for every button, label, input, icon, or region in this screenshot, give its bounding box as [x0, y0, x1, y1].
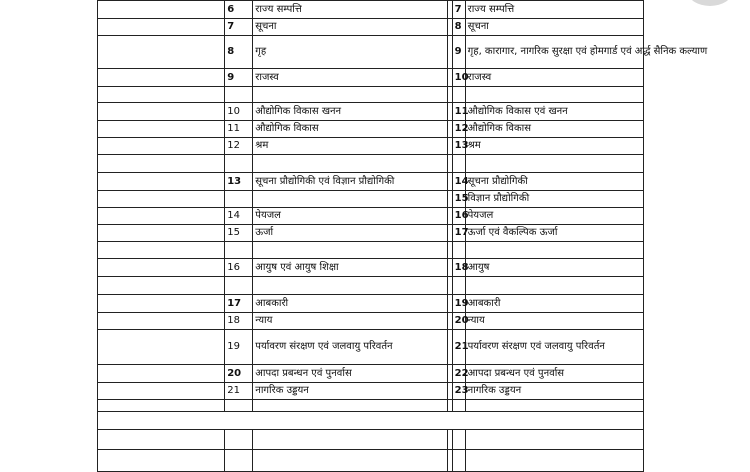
- page-corner-shadow: [688, 0, 732, 6]
- table-row: [98, 383, 644, 400]
- right-number-cell: [452, 450, 465, 472]
- left-margin-cell: [98, 138, 225, 155]
- table-row-blank: [98, 400, 644, 412]
- right-department-cell: सूचना प्रौद्योगिकी: [465, 173, 643, 191]
- right-department-cell: [465, 430, 643, 450]
- table-row-blank: [98, 277, 644, 295]
- left-margin-cell: [98, 191, 225, 208]
- right-department-cell: औद्योगिक विकास: [465, 121, 643, 138]
- right-department-cell: गृह, कारागार, नागरिक सुरक्षा एवं होमगार्ड एवं अर्द्ध सैनिक कल्याण: [465, 36, 643, 69]
- left-margin-cell: [98, 103, 225, 121]
- left-department-cell: आपदा प्रबन्धन एवं पुनर्वास: [253, 365, 447, 383]
- table-row: [98, 225, 644, 242]
- table-row: [98, 295, 644, 313]
- left-number-cell: 19: [225, 330, 253, 365]
- right-number-cell: 13: [452, 138, 465, 155]
- left-number-cell: [225, 87, 253, 103]
- left-department-cell: पेयजल: [253, 208, 447, 225]
- left-number-cell: 21: [225, 383, 253, 400]
- right-department-cell: [465, 87, 643, 103]
- right-department-cell: आपदा प्रबन्धन एवं पुनर्वास: [465, 365, 643, 383]
- left-department-cell: राजस्व: [253, 69, 447, 87]
- right-department-cell: विज्ञान प्रौद्योगिकी: [465, 191, 643, 208]
- right-department-cell: [465, 400, 643, 412]
- left-department-cell: आयुष एवं आयुष शिक्षा: [253, 259, 447, 277]
- right-number-cell: 7: [452, 1, 465, 19]
- right-department-cell: [465, 242, 643, 259]
- left-number-cell: [225, 242, 253, 259]
- left-number-cell: 20: [225, 365, 253, 383]
- right-number-cell: 10: [452, 69, 465, 87]
- right-number-cell: 20: [452, 313, 465, 330]
- table-row: [98, 259, 644, 277]
- table-body: [98, 1, 708, 472]
- left-number-cell: 17: [225, 295, 253, 313]
- left-number-cell: 13: [225, 173, 253, 191]
- left-number-cell: [225, 155, 253, 173]
- right-number-cell: [452, 242, 465, 259]
- full-width-cell: [98, 412, 644, 430]
- left-department-cell: औद्योगिक विकास खनन: [253, 103, 447, 121]
- left-number-cell: 15: [225, 225, 253, 242]
- left-department-cell: पर्यावरण संरक्षण एवं जलवायु परिवर्तन: [253, 330, 447, 365]
- left-margin-cell: [98, 277, 225, 295]
- left-margin-cell: [98, 155, 225, 173]
- left-margin-cell: [98, 450, 225, 472]
- left-margin-cell: [98, 383, 225, 400]
- left-margin-cell: [98, 330, 225, 365]
- table-row: [98, 1, 644, 19]
- table-row: [98, 103, 644, 121]
- left-number-cell: 14: [225, 208, 253, 225]
- right-number-cell: 8: [452, 19, 465, 36]
- right-department-cell: [465, 277, 643, 295]
- left-margin-cell: [98, 430, 225, 450]
- left-number-cell: 18: [225, 313, 253, 330]
- left-margin-cell: [98, 259, 225, 277]
- right-department-cell: राज्य सम्पत्ति: [465, 1, 643, 19]
- right-department-cell: नागरिक उड्डयन: [465, 383, 643, 400]
- left-margin-cell: [98, 1, 225, 19]
- right-department-cell: आबकारी: [465, 295, 643, 313]
- left-department-cell: [253, 155, 447, 173]
- right-number-cell: 21: [452, 330, 465, 365]
- right-department-cell: पेयजल: [465, 208, 643, 225]
- department-mapping-table: [97, 0, 708, 472]
- left-number-cell: 11: [225, 121, 253, 138]
- left-number-cell: [225, 191, 253, 208]
- table-row-blank: [98, 450, 644, 472]
- left-department-cell: सूचना प्रौद्योगिकी एवं विज्ञान प्रौद्योगिकी: [253, 173, 447, 191]
- left-number-cell: 9: [225, 69, 253, 87]
- right-number-cell: 18: [452, 259, 465, 277]
- left-number-cell: 16: [225, 259, 253, 277]
- table-row-blank: [98, 412, 644, 430]
- left-department-cell: [253, 277, 447, 295]
- table-row: [98, 173, 644, 191]
- right-number-cell: 14: [452, 173, 465, 191]
- right-department-cell: पर्यावरण संरक्षण एवं जलवायु परिवर्तन: [465, 330, 643, 365]
- right-number-cell: 9: [452, 36, 465, 69]
- right-department-cell: ऊर्जा एवं वैकल्पिक ऊर्जा: [465, 225, 643, 242]
- right-department-cell: राजस्व: [465, 69, 643, 87]
- right-number-cell: [452, 400, 465, 412]
- table-row: [98, 191, 644, 208]
- left-number-cell: [225, 400, 253, 412]
- right-department-cell: [465, 450, 643, 472]
- left-margin-cell: [98, 19, 225, 36]
- left-number-cell: 6: [225, 1, 253, 19]
- left-margin-cell: [98, 121, 225, 138]
- left-margin-cell: [98, 36, 225, 69]
- left-number-cell: [225, 430, 253, 450]
- right-number-cell: 12: [452, 121, 465, 138]
- left-department-cell: गृह: [253, 36, 447, 69]
- left-margin-cell: [98, 225, 225, 242]
- left-department-cell: औद्योगिक विकास: [253, 121, 447, 138]
- right-number-cell: [452, 277, 465, 295]
- right-number-cell: 22: [452, 365, 465, 383]
- table-row-blank: [98, 430, 644, 450]
- table-row: [98, 19, 644, 36]
- left-margin-cell: [98, 69, 225, 87]
- left-department-cell: [253, 430, 447, 450]
- table-row-blank: [98, 87, 644, 103]
- right-number-cell: [452, 430, 465, 450]
- right-number-cell: 15: [452, 191, 465, 208]
- left-number-cell: 10: [225, 103, 253, 121]
- left-number-cell: [225, 277, 253, 295]
- table-row: [98, 365, 644, 383]
- table-row: [98, 330, 644, 365]
- right-number-cell: 23: [452, 383, 465, 400]
- right-department-cell: [465, 155, 643, 173]
- left-department-cell: ऊर्जा: [253, 225, 447, 242]
- left-number-cell: 7: [225, 19, 253, 36]
- right-number-cell: 17: [452, 225, 465, 242]
- right-department-cell: औद्योगिक विकास एवं खनन: [465, 103, 643, 121]
- table-row: [98, 36, 644, 69]
- left-margin-cell: [98, 365, 225, 383]
- left-department-cell: [253, 450, 447, 472]
- left-department-cell: [253, 87, 447, 103]
- table-row-blank: [98, 242, 644, 259]
- table-row: [98, 69, 644, 87]
- right-department-cell: न्याय: [465, 313, 643, 330]
- table-row: [98, 208, 644, 225]
- left-margin-cell: [98, 173, 225, 191]
- table-row: [98, 313, 644, 330]
- left-department-cell: नागरिक उड्डयन: [253, 383, 447, 400]
- left-department-cell: आबकारी: [253, 295, 447, 313]
- left-margin-cell: [98, 242, 225, 259]
- left-department-cell: [253, 191, 447, 208]
- left-number-cell: 8: [225, 36, 253, 69]
- left-margin-cell: [98, 313, 225, 330]
- left-department-cell: श्रम: [253, 138, 447, 155]
- left-number-cell: [225, 450, 253, 472]
- right-number-cell: 11: [452, 103, 465, 121]
- left-margin-cell: [98, 295, 225, 313]
- right-department-cell: सूचना: [465, 19, 643, 36]
- right-number-cell: [452, 87, 465, 103]
- left-department-cell: [253, 400, 447, 412]
- right-department-cell: आयुष: [465, 259, 643, 277]
- left-department-cell: न्याय: [253, 313, 447, 330]
- table-row: [98, 121, 644, 138]
- left-department-cell: राज्य सम्पत्ति: [253, 1, 447, 19]
- left-margin-cell: [98, 208, 225, 225]
- right-number-cell: [452, 155, 465, 173]
- right-number-cell: 19: [452, 295, 465, 313]
- table-row-blank: [98, 155, 644, 173]
- left-number-cell: 12: [225, 138, 253, 155]
- left-margin-cell: [98, 400, 225, 412]
- table-row: [98, 138, 644, 155]
- left-margin-cell: [98, 87, 225, 103]
- right-number-cell: 16: [452, 208, 465, 225]
- left-department-cell: सूचना: [253, 19, 447, 36]
- left-department-cell: [253, 242, 447, 259]
- right-department-cell: श्रम: [465, 138, 643, 155]
